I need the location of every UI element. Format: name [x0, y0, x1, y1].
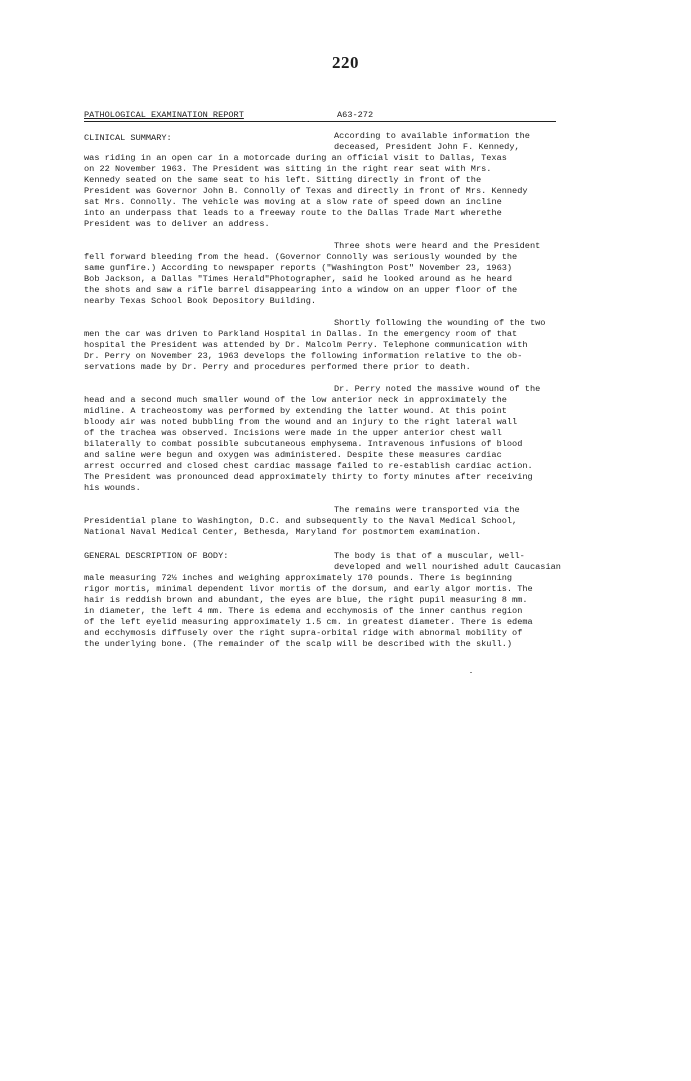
scan-speck: [470, 672, 472, 673]
section-label-general-description: GENERAL DESCRIPTION OF BODY:: [84, 551, 229, 561]
text-line: bilaterally to combat possible subcutaneous emphysema. Intravenous infusions of blood: [84, 439, 523, 449]
text-line: servations made by Dr. Perry and procedures performed there prior to death.: [84, 362, 471, 372]
text-line: Dr. Perry on November 23, 1963 develops the following information relative to the ob-: [84, 351, 523, 361]
text-line: The President was pronounced dead approximately thirty to forty minutes after receiving: [84, 472, 533, 482]
text-line: male measuring 72½ inches and weighing approximately 170 pounds. There is beginning: [84, 573, 513, 583]
text-line: men the car was driven to Parkland Hospital in Dallas. In the emergency room of that: [84, 329, 518, 339]
text-line: arrest occurred and closed chest cardiac massage failed to re-establish cardiac action.: [84, 461, 533, 471]
text-line: rigor mortis, minimal dependent livor mortis of the dorsum, and early algor mortis. The: [84, 584, 533, 594]
text-line: and saline were begun and oxygen was administered. Despite these measures cardiac: [84, 450, 502, 460]
text-line: nearby Texas School Book Depository Building.: [84, 296, 317, 306]
text-line: hospital the President was attended by Dr. Malcolm Perry. Telephone communication with: [84, 340, 528, 350]
text-line: Dr. Perry noted the massive wound of the: [334, 384, 541, 394]
text-line: The remains were transported via the: [334, 505, 520, 515]
text-line: Bob Jackson, a Dallas "Times Herald"Photographer, said he looked around as he heard: [84, 274, 513, 284]
text-line: Three shots were heard and the President: [334, 241, 541, 251]
text-line: midline. A tracheostomy was performed by extending the latter wound. At this point: [84, 406, 507, 416]
text-line: sat Mrs. Connolly. The vehicle was moving at a slow rate of speed down an incline: [84, 197, 502, 207]
text-line: Presidential plane to Washington, D.C. and subsequently to the Naval Medical School,: [84, 516, 518, 526]
section-label-clinical-summary: CLINICAL SUMMARY:: [84, 133, 172, 143]
text-line: According to available information the: [334, 131, 530, 141]
text-line: in diameter, the left 4 mm. There is edema and ecchymosis of the inner canthus region: [84, 606, 523, 616]
text-line: of the left eyelid measuring approximately 1.5 cm. in greatest diameter. There is edema: [84, 617, 533, 627]
text-line: Kennedy seated on the same seat to his left. Sitting directly in front of the: [84, 175, 482, 185]
text-line: fell forward bleeding from the head. (Governor Connolly was seriously wounded by the: [84, 252, 518, 262]
text-line: and ecchymosis diffusely over the right supra-orbital ridge with abnormal mobility of: [84, 628, 523, 638]
text-line: Shortly following the wounding of the two: [334, 318, 546, 328]
text-line: the shots and saw a rifle barrel disappearing into a window on an upper floor of the: [84, 285, 518, 295]
text-line: bloody air was noted bubbling from the wound and an injury to the right lateral wall: [84, 417, 518, 427]
text-line: National Naval Medical Center, Bethesda, Maryland for postmortem examination.: [84, 527, 482, 537]
text-line: was riding in an open car in a motorcade during an official visit to Dallas, Texas: [84, 153, 507, 163]
report-header: [84, 110, 556, 122]
text-line: head and a second much smaller wound of the low anterior neck in approximately the: [84, 395, 507, 405]
text-line: same gunfire.) According to newspaper reports ("Washington Post" November 23, 1963): [84, 263, 513, 273]
text-line: of the trachea was observed. Incisions were made in the upper anterior chest wall: [84, 428, 502, 438]
text-line: developed and well nourished adult Caucasian: [334, 562, 561, 572]
case-number: A63-272: [337, 110, 374, 120]
text-line: into an underpass that leads to a freeway route to the Dallas Trade Mart wherethe: [84, 208, 502, 218]
text-line: deceased, President John F. Kennedy,: [334, 142, 520, 152]
text-line: his wounds.: [84, 483, 141, 493]
text-line: The body is that of a muscular, well-: [334, 551, 525, 561]
page-number: 220: [332, 53, 359, 72]
text-line: hair is reddish brown and abundant, the eyes are blue, the right pupil measuring 8 mm.: [84, 595, 528, 605]
text-line: President was to deliver an address.: [84, 219, 270, 229]
report-title: PATHOLOGICAL EXAMINATION REPORT: [84, 110, 244, 120]
text-line: on 22 November 1963. The President was sitting in the right rear seat with Mrs.: [84, 164, 492, 174]
text-line: President was Governor John B. Connolly of Texas and directly in front of Mrs. Kennedy: [84, 186, 528, 196]
text-line: the underlying bone. (The remainder of the scalp will be described with the skull.): [84, 639, 513, 649]
